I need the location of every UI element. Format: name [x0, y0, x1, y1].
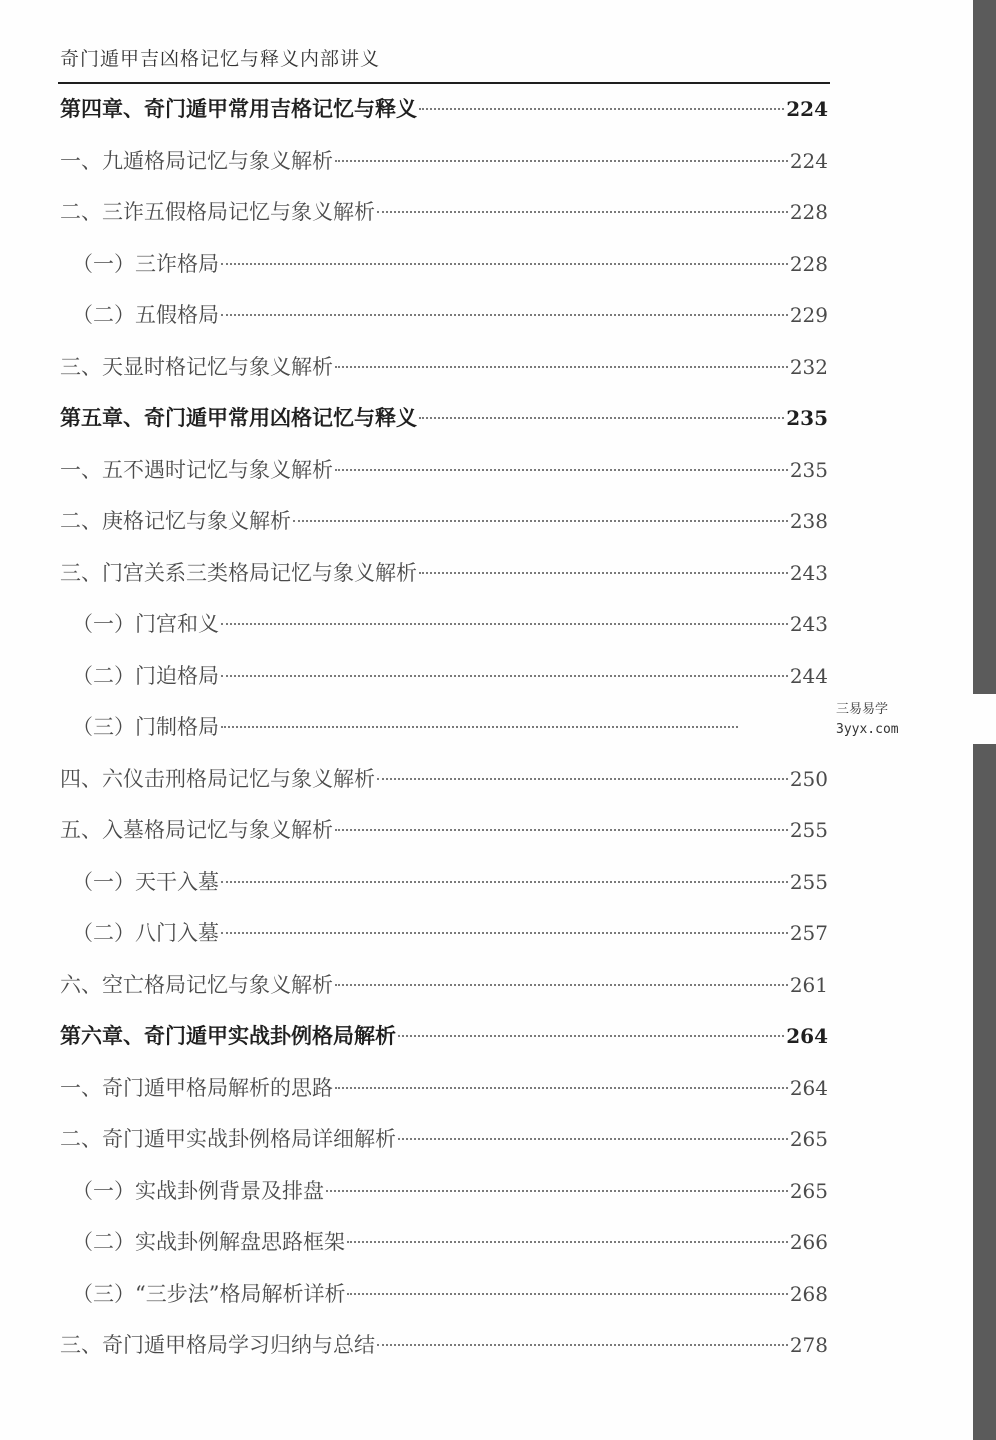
toc-page-number: 278: [789, 1333, 828, 1357]
toc-entry-title: 第六章、奇门遁甲实战卦例格局解析: [60, 1023, 396, 1048]
toc-page-number: 265: [789, 1178, 828, 1203]
toc-page-number: 264: [786, 1024, 828, 1048]
scrollbar-lower[interactable]: [973, 744, 996, 1440]
toc-dot-leader: [221, 263, 788, 265]
toc-page-number: 265: [789, 1127, 828, 1151]
toc-entry-title: （三）门制格局: [72, 715, 219, 739]
toc-entry-title: （二）实战卦例解盘思路框架: [72, 1230, 345, 1254]
toc-entry[interactable]: [60, 247, 828, 281]
toc-entry[interactable]: [60, 453, 828, 487]
toc-entry-title: 第五章、奇门遁甲常用凶格记忆与释义: [60, 405, 417, 430]
toc-dot-leader: [221, 314, 788, 316]
toc-dot-leader: [377, 1344, 788, 1346]
toc-entry-title: 二、奇门遁甲实战卦例格局详细解析: [60, 1127, 396, 1151]
toc-dot-leader: [347, 1241, 788, 1243]
toc-entry-title: （二）五假格局: [72, 303, 219, 327]
toc-page-number: 264: [789, 1075, 828, 1100]
toc-page-number: 229: [789, 303, 828, 327]
toc-entry-title: 第四章、奇门遁甲常用吉格记忆与释义: [60, 96, 417, 121]
toc-entry[interactable]: [60, 659, 828, 693]
toc-entry[interactable]: [60, 710, 740, 744]
toc-entry-title: 二、三诈五假格局记忆与象义解析: [60, 200, 375, 224]
toc-entry-title: 二、庚格记忆与象义解析: [60, 509, 291, 533]
toc-entry[interactable]: [60, 1174, 828, 1208]
toc-page-number: 268: [789, 1281, 828, 1306]
toc-entry-title: 三、门宫关系三类格局记忆与象义解析: [60, 560, 417, 585]
toc-entry[interactable]: [60, 1071, 828, 1105]
toc-dot-leader: [221, 623, 788, 625]
toc-dot-leader: [335, 366, 788, 368]
toc-entry-title: 三、天显时格记忆与象义解析: [60, 354, 333, 379]
toc-entry[interactable]: [60, 504, 828, 538]
toc-entry[interactable]: [60, 401, 828, 435]
toc-page-number: 266: [789, 1230, 828, 1254]
toc-entry[interactable]: [60, 865, 828, 899]
toc-dot-leader: [377, 778, 788, 780]
toc-page-number: 250: [789, 766, 828, 791]
toc-dot-leader: [419, 572, 788, 574]
toc-page-number: 232: [789, 354, 828, 379]
toc-entry[interactable]: [60, 144, 828, 178]
toc-entry-title: 一、九遁格局记忆与象义解析: [60, 148, 333, 173]
toc-dot-leader: [335, 160, 788, 162]
scrollbar-upper[interactable]: [973, 0, 996, 694]
toc-entry-title: 五、入墓格局记忆与象义解析: [60, 818, 333, 842]
toc-dot-leader: [326, 1190, 788, 1192]
toc-page-number: 224: [786, 97, 828, 121]
toc-page-number: 238: [789, 509, 828, 533]
toc-entry[interactable]: [60, 1122, 828, 1156]
toc-entry[interactable]: [60, 1019, 828, 1053]
toc-entry[interactable]: [60, 607, 828, 641]
toc-entry[interactable]: [60, 556, 828, 590]
toc-dot-leader: [221, 726, 738, 728]
toc-entry[interactable]: [60, 916, 828, 950]
watermark-line1: 三易易学: [836, 702, 889, 717]
toc-entry[interactable]: [60, 1277, 828, 1311]
toc-dot-leader: [419, 108, 784, 110]
toc-entry-title: 六、空亡格局记忆与象义解析: [60, 972, 333, 997]
toc-dot-leader: [335, 984, 788, 986]
toc-page-number: 243: [789, 612, 828, 636]
toc-entry[interactable]: [60, 1225, 828, 1259]
toc-page-number: 261: [789, 972, 828, 997]
toc-dot-leader: [377, 211, 788, 213]
toc-page-number: 228: [789, 200, 828, 224]
toc-page-number: 224: [789, 148, 828, 173]
toc-entry-title: （三）“三步法”格局解析详析: [72, 1281, 346, 1306]
watermark-line2: 3yyx.com: [836, 722, 899, 737]
toc-entry[interactable]: [60, 1328, 828, 1362]
toc-entry-title: （一）门宫和义: [72, 612, 219, 636]
toc-entry-title: 四、六仪击刑格局记忆与象义解析: [60, 766, 375, 791]
toc-dot-leader: [293, 520, 788, 522]
header-rule: [58, 82, 830, 84]
toc-entry-title: （二）八门入墓: [72, 921, 219, 945]
toc-entry-title: （一）实战卦例背景及排盘: [72, 1178, 324, 1203]
toc-dot-leader: [221, 932, 788, 934]
toc-dot-leader: [398, 1138, 788, 1140]
toc-page-number: 244: [789, 663, 828, 688]
toc-page-number: 235: [786, 406, 828, 430]
toc-entry-title: （一）三诈格局: [72, 251, 219, 276]
toc-dot-leader: [221, 675, 788, 677]
toc-entry[interactable]: [60, 813, 828, 847]
toc-page-number: 235: [789, 457, 828, 482]
toc-entry-title: （二）门迫格局: [72, 663, 219, 688]
toc-entry-title: 一、奇门遁甲格局解析的思路: [60, 1075, 333, 1100]
toc-entry-title: 三、奇门遁甲格局学习归纳与总结: [60, 1333, 375, 1357]
watermark: [836, 700, 899, 740]
toc-page-number: 257: [789, 921, 828, 945]
toc-dot-leader: [221, 881, 788, 883]
toc-entry[interactable]: [60, 762, 828, 796]
toc-entry[interactable]: [60, 195, 828, 229]
toc-dot-leader: [398, 1035, 784, 1037]
running-header: 奇门遁甲吉凶格记忆与释义内部讲义: [60, 48, 381, 70]
toc-entry[interactable]: [60, 968, 828, 1002]
toc-entry-title: 一、五不遇时记忆与象义解析: [60, 457, 333, 482]
toc-dot-leader: [347, 1293, 787, 1295]
toc-dot-leader: [335, 829, 788, 831]
toc-dot-leader: [419, 417, 784, 419]
toc-page-number: 228: [789, 251, 828, 276]
toc-page-number: 243: [789, 560, 828, 585]
toc-page-number: 255: [789, 818, 828, 842]
toc-page-number: 255: [789, 869, 828, 894]
toc-entry[interactable]: [60, 298, 828, 332]
toc-dot-leader: [335, 469, 788, 471]
toc-dot-leader: [335, 1087, 788, 1089]
toc-entry[interactable]: [60, 92, 828, 126]
toc-entry-title: （一）天干入墓: [72, 869, 219, 894]
toc-entry[interactable]: [60, 350, 828, 384]
